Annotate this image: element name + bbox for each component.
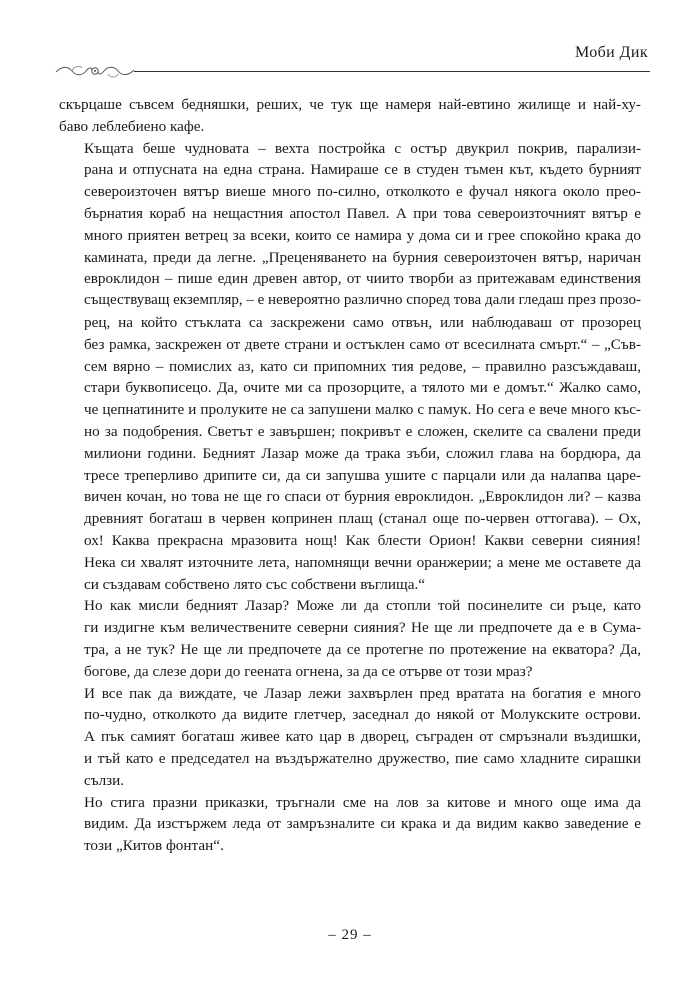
text-line: И все пак да виждате, че Лазар лежи захвърлен пред вратата на богатия е много xyxy=(84,684,641,702)
text-line: бърнатия кораб на нещастния апостол Павел. А при това североизточният вятър е xyxy=(84,204,641,222)
header-rule xyxy=(134,71,650,72)
text-line: рана и отпусната на една страна. Намираше се в студен тъмен кът, където бурният xyxy=(84,161,641,179)
text-line: Къщата беше чудновата – вехта постройка с остър двукрил покрив, парализи- xyxy=(84,139,641,157)
text-line: Но как мисли бедният Лазар? Може ли да стопли той посинелите си ръце, като xyxy=(84,597,641,615)
text-line: древният богаташ в червен копринен плащ (станал още по-червен оттогава). – Ох, xyxy=(84,510,641,528)
text-line: богове, да слезе дори до геената огнена, за да се отърве от този мраз? xyxy=(84,662,533,680)
text-line: скърцаше съвсем бедняшки, реших, че тук ще намеря най-евтино жилище и най-ху- xyxy=(59,96,641,113)
paragraph xyxy=(59,94,641,138)
text-line: много приятен ветрец за всеки, които се намира у дома си и грее спокойно крака до xyxy=(84,226,641,244)
text-line: по-чудно, отколкото да видите глетчер, заседнал до някой от Молукските острови. xyxy=(84,706,641,724)
page-number: – 29 – xyxy=(328,927,372,943)
text-line: съществуващ екземпляр, – е невероятно различно според това дали гледаш през прозо- xyxy=(84,292,641,309)
text-line: че цепнатините и пролуките не са запушени малко с памук. Но сега е вече много къс- xyxy=(84,401,641,419)
text-line: видим. Да изстържем леда от замръзналите си крака и да видим какво заведение е xyxy=(84,815,641,833)
running-header-title: Моби Дик xyxy=(575,44,648,61)
text-line: Нека си хвалят източните лета, напомнящи вечни оранжерии; а мене ме оставете да xyxy=(84,553,641,571)
text-line: североизточен вятър виеше много по-силно, отколкото е фучал някога около прео- xyxy=(84,183,641,201)
text-line: сълзи. xyxy=(84,771,125,789)
text-line: тресе треперливо дрипите си, да си запушва ушите с парцали или да налапва царе- xyxy=(84,466,641,484)
text-line: този „Китов фонтан“. xyxy=(84,837,224,855)
body-text xyxy=(59,94,641,857)
text-line: баво леблебиено кафе. xyxy=(59,117,205,135)
text-line: евроклидон – пише един древен автор, от чиито творби аз притежавам единствения xyxy=(84,270,641,288)
text-line: камината, преди да легне. „Преценяването на бурния североизточен вятър, наричан xyxy=(84,248,641,266)
text-line: си създавам собствено лято със собствени въглища.“ xyxy=(84,575,425,593)
text-line: и тъй като е председател на въздържателно дружество, пие само хладните сирашки xyxy=(84,749,641,767)
text-line: Но стига празни приказки, тръгнали сме на лов за китове и много още има да xyxy=(84,793,641,811)
paragraph xyxy=(59,683,641,792)
paragraph xyxy=(59,792,641,857)
page-header xyxy=(0,0,700,80)
ornament-flourish-icon xyxy=(54,62,136,80)
text-line: ох! Каква прекрасна мразовита нощ! Как блести Орион! Какви северни сияния! xyxy=(84,531,641,549)
text-line: А пък самият богаташ живее като цар в дворец, съграден от смръзнали въздишки, xyxy=(84,728,641,746)
text-line: сем вярно – помислих аз, като си припомних тия редове, – правилно разсъждаваш, xyxy=(84,357,641,375)
text-line: рец, на който стъклата са заскрежени само отвън, или наблюдаваш от прозорец xyxy=(84,313,641,331)
text-line: вичен кочан, но това не ще го спаси от бурния евроклидон. „Евроклидон ли? – казва xyxy=(84,488,641,506)
text-line: ги издигне към величествените северни сияния? Не ще ли предпочете да е в Сума- xyxy=(84,619,641,637)
text-line: милиони години. Бедният Лазар може да трака зъби, сложил глава на бордюра, да xyxy=(84,444,641,462)
text-line: тра, а не тук? Не ще ли предпочете да се протегне по протежение на екватора? Да, xyxy=(84,640,641,658)
text-line: без рамка, заскрежен от двете страни и остъклен само от всесилната смърт.“ – „Съв- xyxy=(84,335,641,353)
text-line: стари буквописецо. Да, очите ми са прозорците, а тялото ми е домът.“ Жалко само, xyxy=(84,379,641,397)
text-line: но за подобрения. Светът е завършен; покривът е сложен, скелите са свалени преди xyxy=(84,422,641,440)
paragraph xyxy=(59,595,641,682)
paragraph xyxy=(59,138,641,596)
